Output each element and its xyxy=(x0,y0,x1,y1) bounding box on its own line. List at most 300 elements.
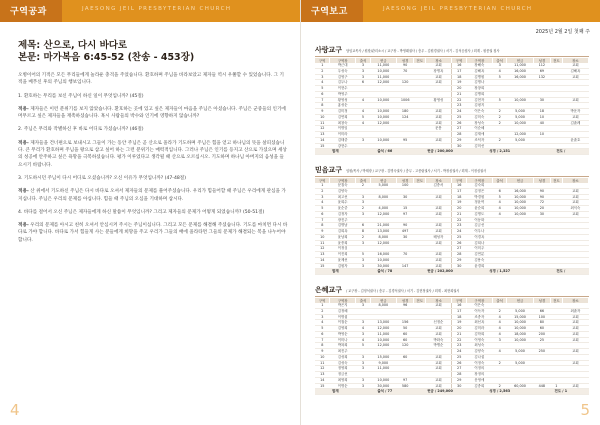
table-cell: 김병희 xyxy=(466,91,492,97)
table-cell: 황영성 xyxy=(426,97,452,103)
table-cell: 10 xyxy=(533,132,550,138)
table-cell: 김영희 xyxy=(330,326,356,332)
column-header: 전도 xyxy=(551,298,563,303)
table-cell: 4 xyxy=(315,200,330,206)
table-cell: 윤순희 xyxy=(466,206,492,212)
left-header-band xyxy=(0,0,300,22)
table-cell: 10,000 xyxy=(370,137,396,143)
table-cell: 4 xyxy=(492,68,507,74)
table-cell: 23 xyxy=(452,223,467,229)
table-cell: 김정은 xyxy=(466,188,492,194)
region-header xyxy=(315,285,589,297)
table-cell: 2 xyxy=(492,114,507,120)
total-value: 전도 / 1 xyxy=(533,389,588,395)
table-cell: 3 xyxy=(315,74,330,80)
table-cell: 24 xyxy=(452,349,467,355)
table-cell: 교회 xyxy=(426,63,452,68)
table-cell: 10 xyxy=(315,114,330,120)
table-cell: 96 xyxy=(396,303,413,308)
table-cell: 2 xyxy=(356,183,371,188)
table-cell: 교회 xyxy=(562,74,588,80)
table-cell: 250 xyxy=(533,349,550,355)
column-header: 출석 xyxy=(356,58,371,63)
table-cell: 3 xyxy=(356,354,371,360)
table-cell: 10,000 xyxy=(507,320,533,326)
table-cell: 5,000 xyxy=(370,183,396,188)
column-header: 구역 xyxy=(315,178,330,183)
table-cell: 2 xyxy=(356,234,371,240)
table-cell: 4 xyxy=(356,120,371,126)
table-cell: 3 xyxy=(356,68,371,74)
table-cell: 이진희 xyxy=(330,252,356,258)
table-cell: 69 xyxy=(533,68,550,74)
table-cell: 4 xyxy=(492,206,507,212)
table-cell: 18 xyxy=(452,314,467,320)
table-cell: 10 xyxy=(315,354,330,360)
table-cell: 김종서 xyxy=(426,183,452,188)
table-cell: 28 xyxy=(452,372,467,378)
column-header: 출석 xyxy=(356,298,371,303)
table-cell: 5 xyxy=(356,114,371,120)
table-cell: 80 xyxy=(533,320,550,326)
table-cell: 이명섭 xyxy=(330,314,356,320)
table-cell: 10,000 xyxy=(507,337,533,343)
table-cell: 6 xyxy=(356,80,371,86)
table-cell: 김정자 xyxy=(330,211,356,217)
column-header: 성경 xyxy=(396,298,413,303)
column-header: 출석 xyxy=(492,58,507,63)
column-header: 장소 xyxy=(562,178,588,183)
table-cell: 5 xyxy=(492,74,507,80)
table-cell: 18,000 xyxy=(507,331,533,337)
table-cell: 90 xyxy=(396,63,413,68)
table-cell: 50 xyxy=(396,326,413,332)
table-cell: 박영순 xyxy=(330,331,356,337)
column-header: 성경 xyxy=(396,58,413,63)
table-cell: 이철순 xyxy=(330,320,356,326)
table-cell: 11,000 xyxy=(507,63,533,68)
column-header: 구역장 xyxy=(330,178,356,183)
table-cell: 5 xyxy=(315,86,330,92)
table-cell: 22 xyxy=(452,97,467,103)
table-cell: 3 xyxy=(356,377,371,383)
table-cell: 이은숙 xyxy=(466,303,492,308)
column-header: 구역 xyxy=(315,58,330,63)
table-cell: 17 xyxy=(452,188,467,194)
region-header xyxy=(315,165,589,177)
table-cell: 4 xyxy=(356,109,371,115)
table-cell: 120 xyxy=(396,343,413,349)
table-cell: 5,000 xyxy=(507,109,533,115)
table-cell: 장진주 xyxy=(330,217,356,223)
column-header: 성경 xyxy=(533,298,550,303)
column-header: 헌금 xyxy=(507,298,533,303)
table-cell: 1 xyxy=(315,183,330,188)
table-cell: 김양숙 xyxy=(330,188,356,194)
paragraph-text: 3. 기도하시던 주님이 다시 어디로 오셨습니까? 오신 이유가 무엇입니까? (47-48절) xyxy=(18,175,187,181)
table-cell: 장해숙 xyxy=(466,63,492,68)
table-cell: 2 xyxy=(492,360,507,366)
table-cell: 5,000 xyxy=(507,114,533,120)
table-cell: 11 xyxy=(315,240,330,246)
table-cell: 조종자 xyxy=(466,314,492,320)
table-cell: 이득자 xyxy=(466,308,492,314)
table-cell: 박경원 xyxy=(466,194,492,200)
table-cell: 최영희 xyxy=(330,377,356,383)
table-cell: 2 xyxy=(315,308,330,314)
table-cell: 15 xyxy=(396,206,413,212)
table-cell: 10 xyxy=(315,234,330,240)
table-cell: 20 xyxy=(452,206,467,212)
table-cell: 교회 xyxy=(426,354,452,360)
table-cell: 10,000 xyxy=(370,377,396,383)
table-cell: 97 xyxy=(396,211,413,217)
column-header: 전도 xyxy=(414,178,426,183)
table-cell: 3 xyxy=(356,194,371,200)
column-header: 헌금 xyxy=(507,178,533,183)
table-cell: 10,000 xyxy=(370,97,396,103)
table-cell: 김미라 xyxy=(466,326,492,332)
table-cell: 11,000 xyxy=(370,74,396,80)
sermon-paragraphs xyxy=(18,72,288,244)
table-cell: 6 xyxy=(315,91,330,97)
sermon-paragraph xyxy=(18,222,288,244)
table-cell: 김성숙 xyxy=(330,360,356,366)
total-value: 헌금 / 202,000 xyxy=(414,269,466,275)
table-cell: 147 xyxy=(396,263,413,269)
table-cell: 최진주 xyxy=(330,349,356,355)
paragraph-text: 4. 바다를 걸어서 오신 주님은 제자들에게 하신 말씀이 무엇입니까? 그리고 제자들의 문제가 어떻게 되었습니까? (50-51절) xyxy=(18,209,265,215)
table-cell: 90 xyxy=(396,223,413,229)
table-cell: 5 xyxy=(315,326,330,332)
table-cell: 박근대 xyxy=(330,63,356,68)
sermon-content xyxy=(18,40,288,250)
column-header: 구역 xyxy=(452,298,467,303)
column-header: 성경 xyxy=(533,178,550,183)
table-cell: 교회 xyxy=(426,360,452,366)
table-cell: 8 xyxy=(315,343,330,349)
table-cell: 10,000 xyxy=(507,200,533,206)
table-cell: 3 xyxy=(356,303,371,308)
table-cell: 우성숙 xyxy=(330,68,356,74)
table-cell: 김현자 xyxy=(466,97,492,103)
table-cell: 박은지 xyxy=(330,303,356,308)
table-cell: 30 xyxy=(533,97,550,103)
table-cell: 13 xyxy=(315,372,330,378)
table-cell: 교회 xyxy=(426,211,452,217)
table-cell: 교회 xyxy=(426,257,452,263)
table-cell: 25 xyxy=(452,354,467,360)
table-cell: 김학희 xyxy=(466,331,492,337)
table-cell: 8,000 xyxy=(370,303,396,308)
table-cell: 4,000 xyxy=(370,206,396,212)
application-label: 적용- xyxy=(18,189,29,195)
table-cell: 교회 xyxy=(426,223,452,229)
table-cell: 580 xyxy=(396,383,413,389)
table-cell: 16 xyxy=(452,303,467,308)
table-cell: 윤순중 xyxy=(330,206,356,212)
table-cell: 8 xyxy=(315,223,330,229)
table-cell: 9 xyxy=(315,349,330,355)
region-report xyxy=(315,45,589,155)
table-cell: 교회 xyxy=(426,326,452,332)
table-cell: 박복희 xyxy=(330,343,356,349)
table-cell: 김춘례 xyxy=(562,120,588,126)
table-cell: 6 xyxy=(315,211,330,217)
region-report xyxy=(315,285,589,395)
table-cell: 12,000 xyxy=(370,120,396,126)
table-cell: 김종희 xyxy=(466,383,492,389)
region-leaders: 담임교목사 / 원장/관리소시 / 교구장 - 박영래권사 / 총무 - 김원경권사 / 서기 - 김석순집사 / 회계 - 원종권 집사 xyxy=(346,49,500,53)
table-cell: 3 xyxy=(492,337,507,343)
left-page-number: 4 xyxy=(10,401,20,419)
table-cell: 이정숙 xyxy=(466,360,492,366)
column-header: 구역 xyxy=(452,58,467,63)
table-cell: 90 xyxy=(533,188,550,194)
sermon-paragraph xyxy=(18,106,288,121)
table-cell: 4 xyxy=(356,326,371,332)
column-header: 장소 xyxy=(562,58,588,63)
attendance-table xyxy=(315,298,589,395)
table-cell: 66 xyxy=(533,308,550,314)
table-cell: 교회 xyxy=(426,263,452,269)
table-cell: 김미숙 xyxy=(466,114,492,120)
table-cell: 19 xyxy=(452,200,467,206)
table-cell: 6 xyxy=(315,331,330,337)
table-cell: 8 xyxy=(315,103,330,109)
table-cell: 14 xyxy=(315,377,330,383)
table-cell: 교회 xyxy=(562,188,588,194)
column-header: 전도 xyxy=(551,178,563,183)
table-cell: 5 xyxy=(356,343,371,349)
table-cell: 4 xyxy=(492,314,507,320)
table-cell: 윤남희 xyxy=(330,234,356,240)
table-cell: 18 xyxy=(533,109,550,115)
column-header: 출석 xyxy=(492,298,507,303)
table-cell: 10,000 xyxy=(370,68,396,74)
table-cell: 5,000 xyxy=(507,137,533,143)
table-cell: 6 xyxy=(492,188,507,194)
total-value: 전도 / xyxy=(533,269,588,275)
table-cell: 4 xyxy=(492,320,507,326)
table-cell: 14 xyxy=(315,137,330,143)
table-cell: 장성숙 xyxy=(466,120,492,126)
table-cell: 16,000 xyxy=(507,74,533,80)
column-header: 구역 xyxy=(315,298,330,303)
table-cell: 26 xyxy=(452,360,467,366)
table-cell: 5,000 xyxy=(507,360,533,366)
table-cell: 12,000 xyxy=(370,211,396,217)
region-report xyxy=(315,165,589,275)
left-header-subtitle: JAESONG JEIL PRESBYTERIAN CHURCH xyxy=(82,6,232,12)
table-cell: 2 xyxy=(315,68,330,74)
table-cell: 21 xyxy=(452,91,467,97)
table-cell: 신정순 xyxy=(426,320,452,326)
table-cell: 김병원 xyxy=(466,74,492,80)
table-cell: 10 xyxy=(533,114,550,120)
table-cell: 124 xyxy=(396,114,413,120)
table-cell: 12 xyxy=(315,366,330,372)
table-cell: 문영애 xyxy=(466,377,492,383)
right-header-band xyxy=(301,0,600,22)
column-header: 전도 xyxy=(414,298,426,303)
table-cell: 27 xyxy=(452,366,467,372)
table-cell: 1 xyxy=(315,63,330,68)
table-cell: 교회 xyxy=(426,206,452,212)
table-cell: 교회 xyxy=(562,337,588,343)
table-cell: 16 xyxy=(452,63,467,68)
table-cell: 교회 xyxy=(562,211,588,217)
table-cell: 10,000 xyxy=(507,206,533,212)
table-cell: 2 xyxy=(315,188,330,194)
table-cell: 12,000 xyxy=(370,240,396,246)
paragraph-text: 2. 주님은 무리와 작별하신 후 바로 어디로 가셨습니까? (46절) xyxy=(18,127,144,133)
left-header-title: 구역공과 xyxy=(10,7,47,17)
table-cell: 5 xyxy=(492,194,507,200)
table-cell: 120 xyxy=(396,80,413,86)
table-cell: 24 xyxy=(452,229,467,235)
report-date: 2025년 2월 2일 첫째 주 xyxy=(535,29,590,35)
table-cell: 30 xyxy=(396,234,413,240)
table-cell: 박병순 xyxy=(426,343,452,349)
table-cell: 이미라 xyxy=(330,132,356,138)
table-cell: 12,000 xyxy=(370,326,396,332)
sermon-paragraph xyxy=(18,93,288,100)
table-cell: 10,000 xyxy=(507,211,533,217)
table-cell: 김명도 xyxy=(466,211,492,217)
table-cell: 19 xyxy=(452,80,467,86)
table-cell: 장정의 xyxy=(466,372,492,378)
table-cell: 교회 xyxy=(562,331,588,337)
region-name: 은혜교구 xyxy=(315,286,343,294)
table-cell: 정금선 xyxy=(330,372,356,378)
table-cell: 22 xyxy=(452,337,467,343)
table-cell: 교회 xyxy=(562,383,588,389)
table-cell: 교회 xyxy=(562,194,588,200)
table-cell: 200 xyxy=(533,331,550,337)
table-cell: 19 xyxy=(452,320,467,326)
table-cell: 교회 xyxy=(426,120,452,126)
table-cell: 13 xyxy=(315,252,330,258)
table-cell: 박영주 xyxy=(330,91,356,97)
table-cell: 10,000 xyxy=(507,194,533,200)
table-cell: 11 xyxy=(315,360,330,366)
table-cell: 4 xyxy=(492,211,507,217)
paragraph-text: 우리의 문제를 아시고 친히 오셔서 안심시켜 주시는 주님이십니다. 그리고 모든 문제를 해결해 주셨습니다. 기도를 마치면 다시 바다로 가야 합니다. 바다로 가서 힘들게 사는 분들에게 희망을 주고 우리가 그들의 배에 올라타면 그들의 문제가 해결되는 복을 나누어야 합니다. xyxy=(18,223,288,243)
table-cell: 교회 xyxy=(426,137,452,143)
right-page xyxy=(300,0,600,425)
table-cell: 30,000 xyxy=(370,263,396,269)
table-cell: 3 xyxy=(356,211,371,217)
table-cell: 4 xyxy=(315,80,330,86)
sermon-paragraph xyxy=(18,126,288,133)
sermon-paragraph xyxy=(18,175,288,182)
table-cell: 김연희 xyxy=(330,114,356,120)
table-cell: 11,000 xyxy=(370,331,396,337)
total-label: 합계 xyxy=(315,149,356,155)
table-cell: 23 xyxy=(452,103,467,109)
column-header: 헌금 xyxy=(507,58,533,63)
table-cell: 2 xyxy=(356,206,371,212)
table-cell: 70 xyxy=(396,68,413,74)
table-cell: 1006 xyxy=(396,97,413,103)
table-cell: 26 xyxy=(452,120,467,126)
table-cell: 16,000 xyxy=(507,68,533,74)
table-cell: 60 xyxy=(396,354,413,360)
table-cell: 14 xyxy=(315,257,330,263)
table-cell: 김명남 xyxy=(330,223,356,229)
table-cell: 3 xyxy=(356,74,371,80)
total-row xyxy=(315,149,589,155)
table-cell: 20 xyxy=(452,86,467,92)
table-cell: 8 xyxy=(356,229,371,235)
table-cell: 윤경희 xyxy=(466,263,492,269)
table-cell: 김명나 xyxy=(466,80,492,86)
table-cell: 26 xyxy=(452,240,467,246)
table-cell: 정윤여 xyxy=(466,200,492,206)
table-cell: 11,000 xyxy=(370,63,396,68)
table-cell: 교회 xyxy=(562,320,588,326)
table-cell: 8,000 xyxy=(370,194,396,200)
table-cell: 3 xyxy=(356,360,371,366)
table-cell: 60,000 xyxy=(507,383,533,389)
table-cell: 21,000 xyxy=(370,223,396,229)
table-cell: 10,000 xyxy=(370,257,396,263)
column-header: 전도 xyxy=(551,58,563,63)
table-cell: 5 xyxy=(315,206,330,212)
sermon-paragraph xyxy=(18,209,288,216)
table-cell: 4 xyxy=(492,349,507,355)
column-header: 구역장 xyxy=(466,178,492,183)
region-leaders: 임원/목사 / 박태장 / 교구장 - 김명숙권사 / 총무 - 고종림권사 / 서기 - 박정심권사 / 회계 - 이정심권사 xyxy=(346,169,487,173)
table-cell: 김영구 xyxy=(330,74,356,80)
table-cell: 16 xyxy=(452,183,467,188)
table-cell: 김숙희 xyxy=(466,183,492,188)
table-cell: 7 xyxy=(315,217,330,223)
table-cell: 28 xyxy=(452,132,467,138)
table-cell: 교회 xyxy=(426,240,452,246)
table-cell: 132 xyxy=(533,74,550,80)
table-cell: 10,000 xyxy=(507,120,533,126)
table-cell: 27 xyxy=(452,246,467,252)
table-cell: 윤춘호 xyxy=(562,137,588,143)
table-cell: 김나섭 xyxy=(466,354,492,360)
sermon-paragraph xyxy=(18,72,288,87)
table-cell: 최고선 xyxy=(330,194,356,200)
table-cell: 교회 xyxy=(426,74,452,80)
table-cell: 4 xyxy=(492,326,507,332)
table-cell: 5,000 xyxy=(507,308,533,314)
table-cell: 25 xyxy=(452,114,467,120)
table-cell: 3 xyxy=(356,331,371,337)
table-cell: 30 xyxy=(396,194,413,200)
table-cell: 4 xyxy=(315,320,330,326)
table-cell: 10,000 xyxy=(507,326,533,332)
table-cell: 교회 xyxy=(426,331,452,337)
table-cell: 3 xyxy=(315,194,330,200)
table-cell: 95 xyxy=(396,137,413,143)
table-cell: 10,000 xyxy=(370,114,396,120)
sermon-paragraph xyxy=(18,188,288,203)
table-cell: 교회 xyxy=(562,200,588,206)
table-cell: 17 xyxy=(452,68,467,74)
table-cell: 13 xyxy=(315,132,330,138)
table-cell: 27 xyxy=(452,126,467,132)
table-cell: 최창숙 xyxy=(330,120,356,126)
table-cell: 15,000 xyxy=(370,354,396,360)
paragraph-text: 산 위에서 기도하신 주님은 다시 바다로 오셔서 제자들의 문제를 풀어주셨습니다. 우리가 힘들어할 때 주님은 우리에게 관심을 가지십니다. 주님은 우리의 문제를 아십니다. 힘들 때 주님의 오심을 기대하며 삽시다. xyxy=(18,189,286,202)
table-cell: 12,000 xyxy=(370,80,396,86)
